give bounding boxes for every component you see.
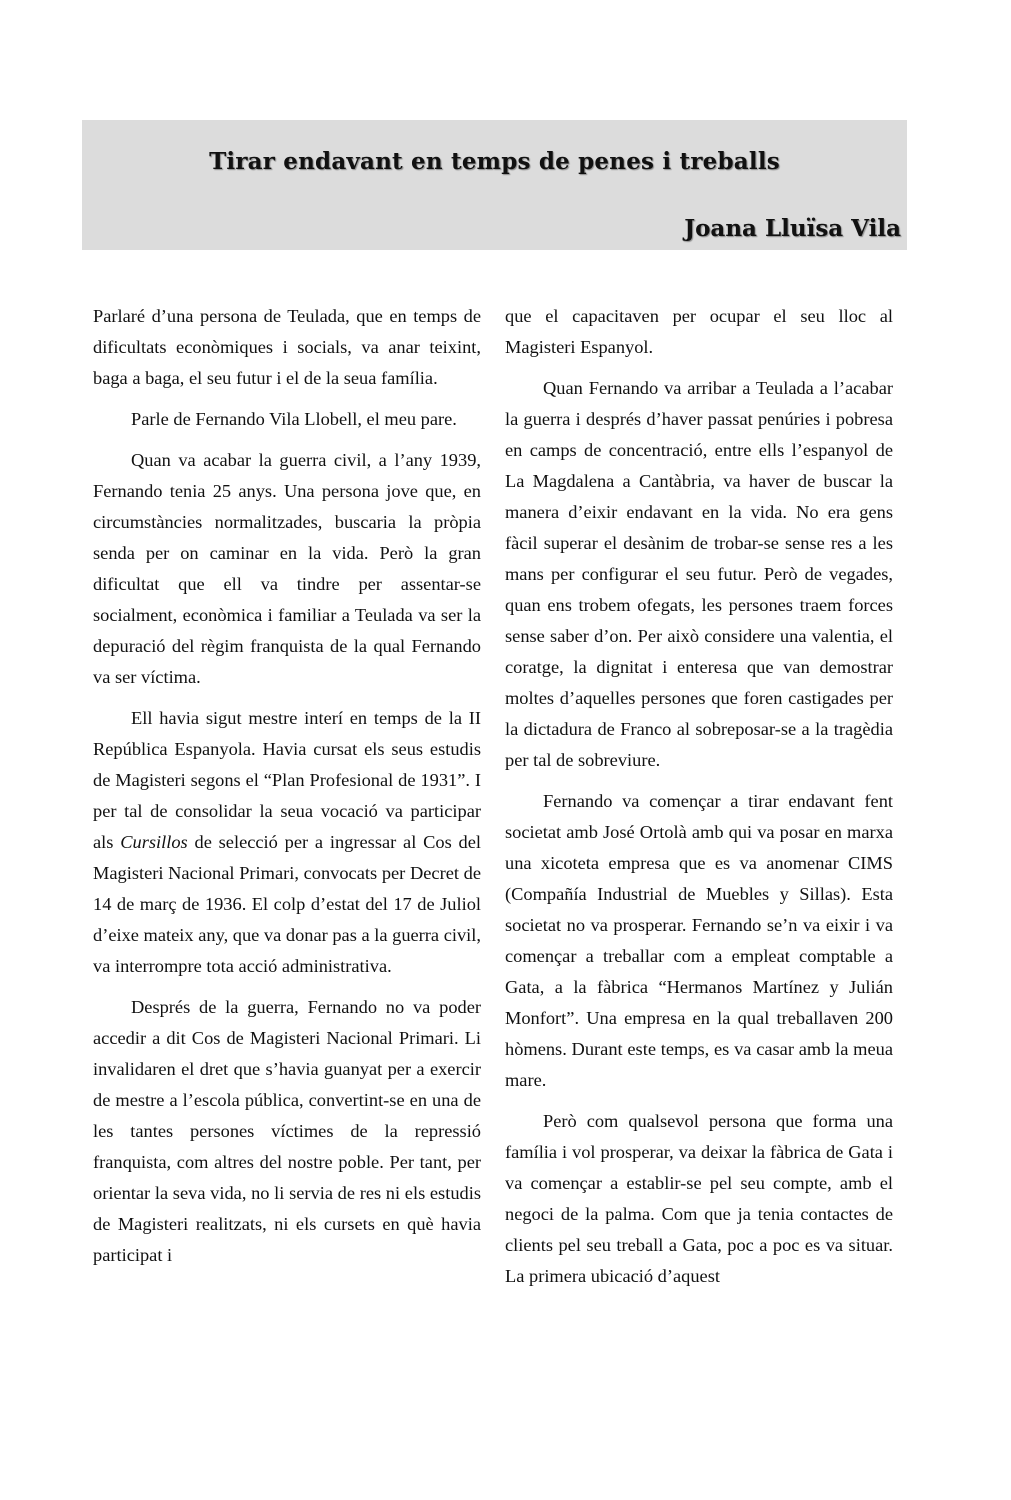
paragraph: Però com qualsevol persona que forma una família i vol prosperar, va deixar la fàbrica de Gata i va començar a establir-se pel seu compte, amb el negoci de la palma. Com que ja tenia contactes de clients pel seu treball a Gata, poc a poc es va situar. La primera ubicació d’aquest (505, 1111, 893, 1286)
paragraph: Quan Fernando va arribar a Teulada a l’acabar la guerra i després d’haver passat penúries i pobresa en camps de concentració, entre ells l’espanyol de La Magdalena a Cantàbria, va haver de buscar la manera d’eixir endavant en la vida. No era gens fàcil superar el desànim de trobar-se sense res a les mans per configurar el seu futur. Però de vegades, quan ens trobem ofegats, les persones traem forces sense saber d’on. Per això considere una valentia, el coratge, la dignitat i enteresa que van demostrar moltes d’aquelles persones que foren castigades per la dictadura de Franco al sobreposar-se a la tragèdia per tal de sobreviure. (505, 378, 893, 770)
paragraph: Parlaré d’una persona de Teulada, que en temps de dificultats econòmiques i socials, va anar teixint, baga a baga, el seu futur i el de la seua família. (93, 306, 481, 388)
article-title: Tirar endavant en temps de penes i treballs (209, 148, 780, 175)
paragraph: que el capacitaven per ocupar el seu lloc al Magisteri Espanyol. (505, 306, 893, 357)
paragraph-text: Ell havia sigut mestre interí en temps de la II República Espanyola. Havia cursat els seus estudis de Magisteri segons el “Plan Profesional de 1931”. I per tal de consolidar la seua vocació va participar als (93, 708, 481, 852)
article-header (82, 120, 907, 250)
paragraph: Quan va acabar la guerra civil, a l’any 1939, Fernando tenia 25 anys. Una persona jove que, en circumstàncies normalitzades, buscaria la pròpia senda per on caminar en la vida. Però la gran dificultat que ell va tindre per assentar-se socialment, econòmica i familiar a Teulada va ser la depuració del règim franquista de la qual Fernando va ser víctima. (93, 450, 481, 687)
italic-term: Cursillos (120, 832, 188, 852)
right-column (505, 301, 893, 1302)
article-author: Joana Lluïsa Vila (684, 215, 901, 242)
paragraph-text: de selecció per a ingressar al Cos del Magisteri Nacional Primari, convocats per Decret de 14 de març de 1936. El colp d’estat del 17 de Juliol d’eixe mateix any, que va donar pas a la guerra civil, va interrompre tota acció administrativa. (93, 832, 481, 976)
paragraph: Fernando va començar a tirar endavant fent societat amb José Ortolà amb qui va posar en marxa una xicoteta empresa que es va anomenar CIMS (Compañía Industrial de Muebles y Sillas). Esta societat no va prosperar. Fernando se’n va eixir i va començar a treballar com a empleat comptable a Gata, a la fàbrica “Hermanos Martínez y Julián Monfort”. Una empresa en la qual treballaven 200 hòmens. Durant este temps, es va casar amb la meua mare. (505, 791, 893, 1090)
paragraph (93, 703, 481, 982)
paragraph: Després de la guerra, Fernando no va poder accedir a dit Cos de Magisteri Nacional Primari. Li invalidaren el dret que s’havia guanyat per a exercir de mestre a l’escola pública, convertint-se en una de les tantes persones víctimes de la repressió franquista, com altres del nostre poble. Per tant, per orientar la seva vida, no li servia de res ni els estudis de Magisteri realitzats, ni els cursets en què havia participat i (93, 997, 481, 1265)
paragraph: Parle de Fernando Vila Llobell, el meu pare. (131, 409, 457, 429)
left-column (93, 301, 481, 1281)
